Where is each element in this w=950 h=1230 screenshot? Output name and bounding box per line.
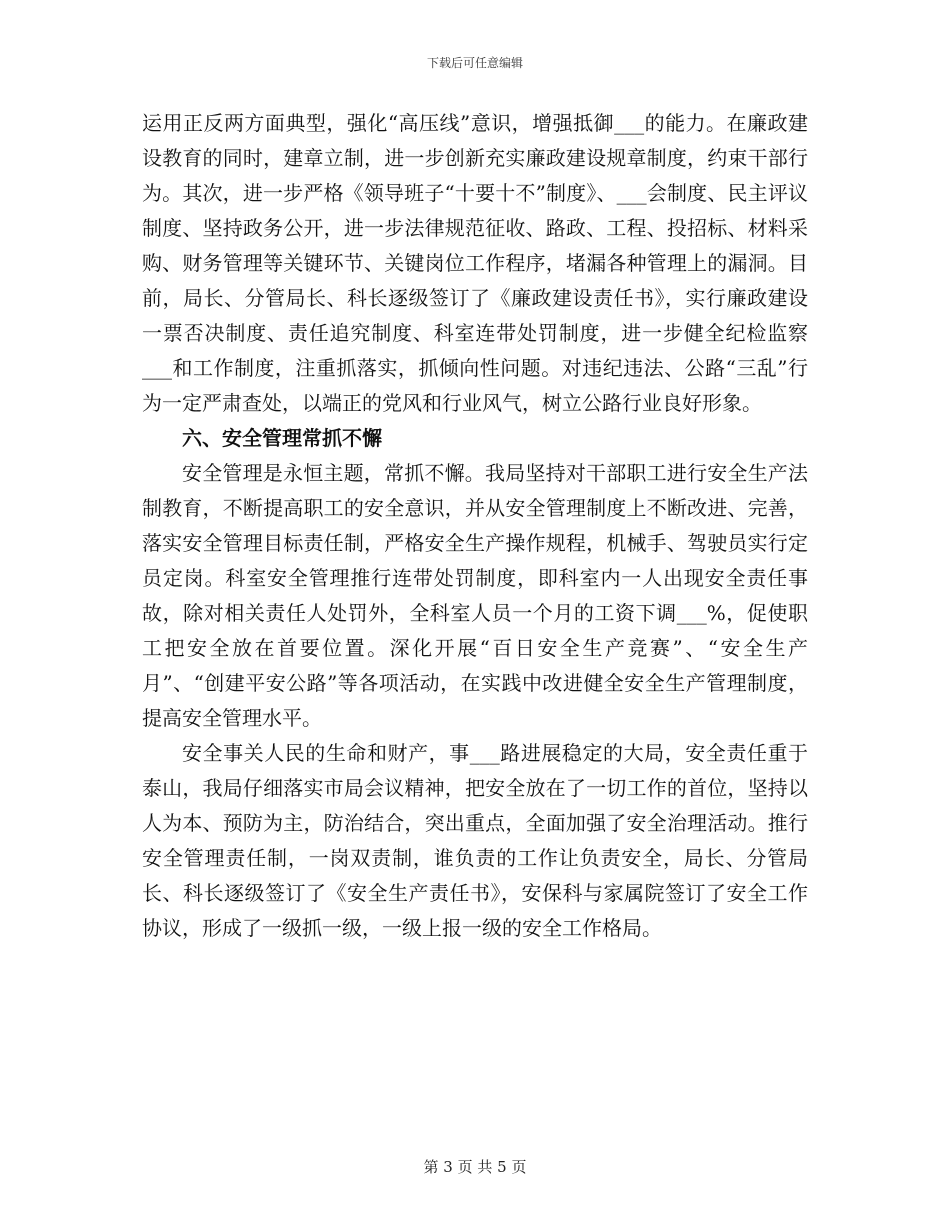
paragraph-1: 运用正反两方面典型，强化“高压线”意识，增强抵御___的能力。在廉政建设教育的同时，建章立制，进一步创新充实廉政建设规章制度，约束干部行为。其次，进一步严格《领导班子“十要十不”制度》、___会制度、民主评议制度、坚持政务公开，进一步法律规范征收、路政、工程、投招标、材料采购、财务管理等关键环节、关键岗位工作程序，堵漏各种管理上的漏洞。目前，局长、分管局长、科长逐级签订了《廉政建设责任书》，实行廉政建设一票否决制度、责任追究制度、科室连带处罚制度，进一步健全纪检监察___和工作制度，注重抓落实，抓倾向性问题。对违纪违法、公路“三乱”行为一定严肃查处，以端正的党风和行业风气，树立公路行业良好形象。 bbox=[142, 111, 808, 415]
page-footer: 第 3 页 共 5 页 bbox=[423, 1158, 527, 1176]
page-header: 下载后可任意编辑 bbox=[426, 56, 523, 70]
document-body bbox=[142, 106, 808, 946]
section-heading: 六、安全管理常抓不懈 bbox=[182, 426, 382, 450]
paragraph-2: 安全管理是永恒主题，常抓不懈。我局坚持对干部职工进行安全生产法制教育，不断提高职工的安全意识，并从安全管理制度上不断改进、完善，落实安全管理目标责任制，严格安全生产操作规程，机械手、驾驶员实行定员定岗。科室安全管理推行连带处罚制度，即科室内一人出现安全责任事故，除对相关责任人处罚外，全科室人员一个月的工资下调___%，促使职工把安全放在首要位置。深化开展“百日安全生产竞赛”、“安全生产月”、“创建平安公路”等各项活动，在实践中改进健全安全生产管理制度，提高安全管理水平。 bbox=[142, 461, 808, 730]
paragraph-3: 安全事关人民的生命和财产，事___路进展稳定的大局，安全责任重于泰山，我局仔细落实市局会议精神，把安全放在了一切工作的首位，坚持以人为本、预防为主，防治结合，突出重点，全面加强了安全治理活动。推行安全管理责任制，一岗双责制，谁负责的工作让负责安全，局长、分管局长、科长逐级签订了《安全生产责任书》，安保科与家属院签订了安全工作协议，形成了一级抓一级，一级上报一级的安全工作格局。 bbox=[142, 741, 808, 940]
